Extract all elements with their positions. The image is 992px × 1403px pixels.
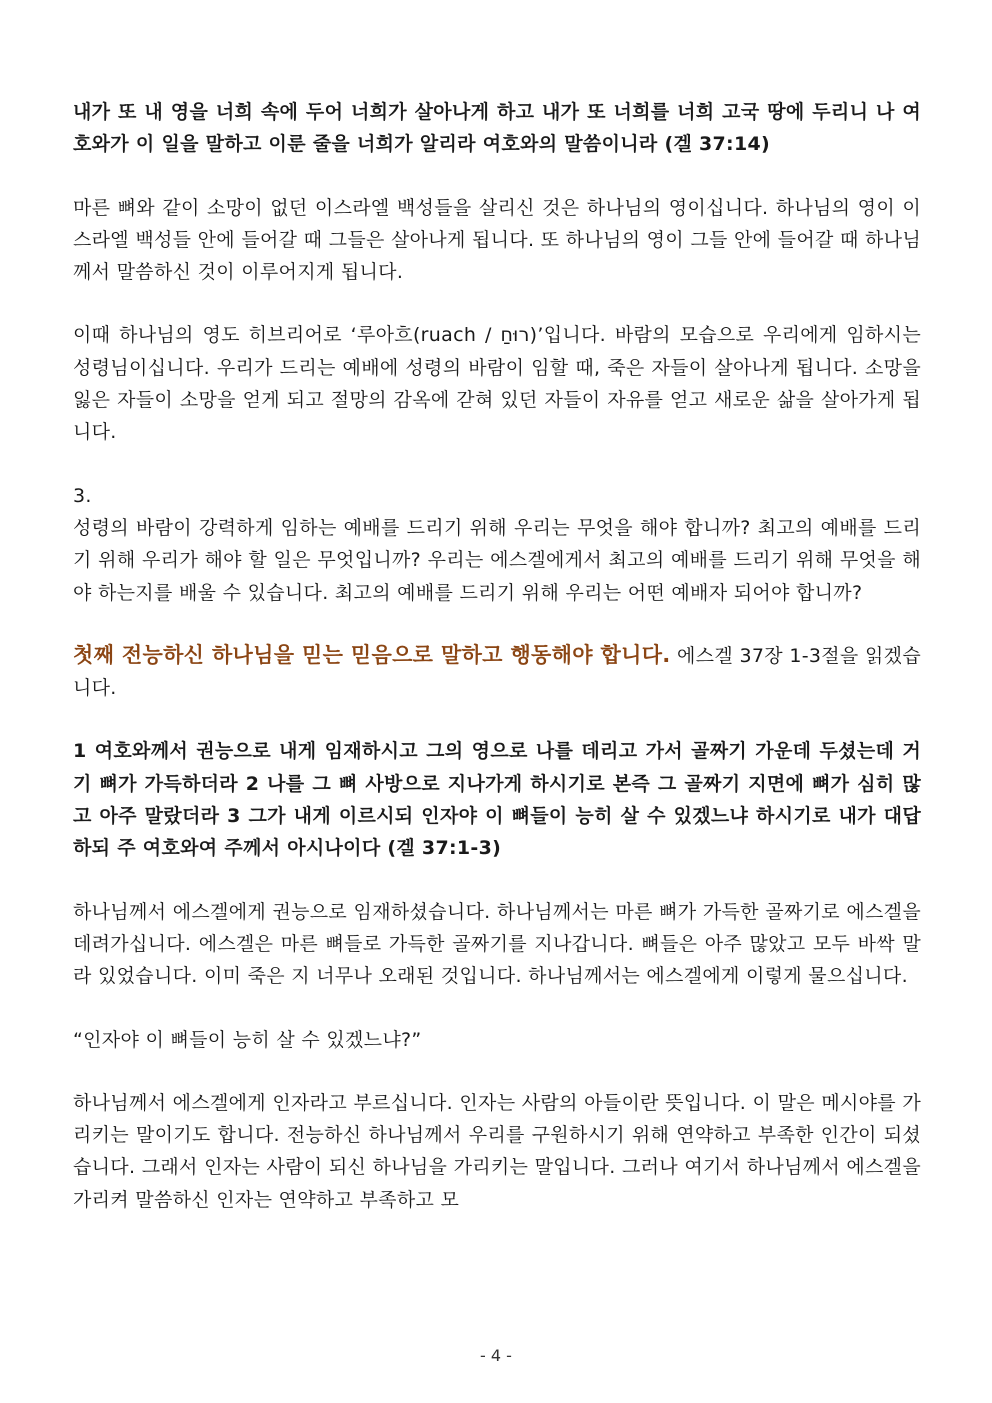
verse-ezekiel-37-14: 내가 또 내 영을 너희 속에 두어 너희가 살아나게 하고 내가 또 너희를 너희 고국 땅에 두리니 나 여호와가 이 일을 말하고 이룬 줄을 너희가 알리라 여호와의 말씀이니라 (겔 37:14) xyxy=(73,101,921,156)
paragraph-son-of-man: 하나님께서 에스겔에게 인자라고 부르십니다. 인자는 사람의 아들이란 뜻입니다. 이 말은 메시야를 가리키는 말이기도 합니다. 전능하신 하나님께서 우리를 구원하시기 위해 연약하고 부족한 인간이 되셨습니다. 그래서 인자는 사람이 되신 하나님을 가리키는 말입니다. 그러나 여기서 하나님께서 에스겔을 가리켜 말씀하신 인자는 연약하고 부족하고 모 xyxy=(73,1091,921,1211)
first-point xyxy=(73,639,921,705)
document-body xyxy=(73,96,921,1216)
paragraph-spirit-revives: 마른 뼈와 같이 소망이 없던 이스라엘 백성들을 살리신 것은 하나님의 영이십니다. 하나님의 영이 이스라엘 백성들 안에 들어갈 때 그들은 살아나게 됩니다. 또 하나님의 영이 그들 안에 들어갈 때 하나님께서 말씀하신 것이 이루어지게 됩니다. xyxy=(73,196,921,284)
paragraph-valley: 하나님께서 에스겔에게 권능으로 임재하셨습니다. 하나님께서는 마른 뼈가 가득한 골짜기로 에스겔을 데려가십니다. 에스겔은 마른 뼈들로 가득한 골짜기를 지나갑니다. 뼈들은 아주 많았고 모두 바싹 말라 있었습니다. 이미 죽은 지 너무나 오래된 것입니다. 하나님께서는 에스겔에게 이렇게 물으십니다. xyxy=(73,900,921,988)
verse-ezekiel-37-1-3: 1 여호와께서 권능으로 내게 임재하시고 그의 영으로 나를 데리고 가서 골짜기 가운데 두셨는데 거기 뼈가 가득하더라 2 나를 그 뼈 사방으로 지나가게 하시기로 본즉 그 골짜기 지면에 뼈가 심히 많고 아주 말랐더라 3 그가 내게 이르시되 인자야 이 뼈들이 능히 살 수 있겠느냐 하시기로 내가 대답하되 주 여호와여 주께서 아시나이다 (겔 37:1-3) xyxy=(73,740,921,860)
paragraph-section-intro: 성령의 바람이 강력하게 임하는 예배를 드리기 위해 우리는 무엇을 해야 합니까? 최고의 예배를 드리기 위해 우리가 해야 할 일은 무엇입니까? 우리는 에스겔에게서 최고의 예배를 드리기 위해 무엇을 해야 하는지를 배울 수 있습니다. 최고의 예배를 드리기 위해 우리는 어떤 예배자 되어야 합니까? xyxy=(73,516,921,604)
section-number: 3. xyxy=(73,484,92,507)
first-point-tail: 에스겔 37장 1-3절을 읽겠습니다. xyxy=(73,644,921,700)
paragraph-ruach: 이때 하나님의 영도 히브리어로 ‘루아흐(ruach / רוּחַ)’입니다. 바람의 모습으로 우리에게 임하시는 성령님이십니다. 우리가 드리는 예배에 성령의 바람이 임할 때, 죽은 자들이 살아나게 됩니다. 소망을 잃은 자들이 소망을 얻게 되고 절망의 감옥에 갇혀 있던 자들이 자유를 얻고 새로운 삶을 살아가게 됩니다. xyxy=(73,324,921,444)
page-number: - 4 - xyxy=(480,1346,512,1365)
quoted-question: “인자야 이 뼈들이 능히 살 수 있겠느냐?” xyxy=(73,1028,422,1051)
first-point-heading: 첫째 전능하신 하나님을 믿는 믿음으로 말하고 행동해야 합니다. xyxy=(73,642,671,667)
